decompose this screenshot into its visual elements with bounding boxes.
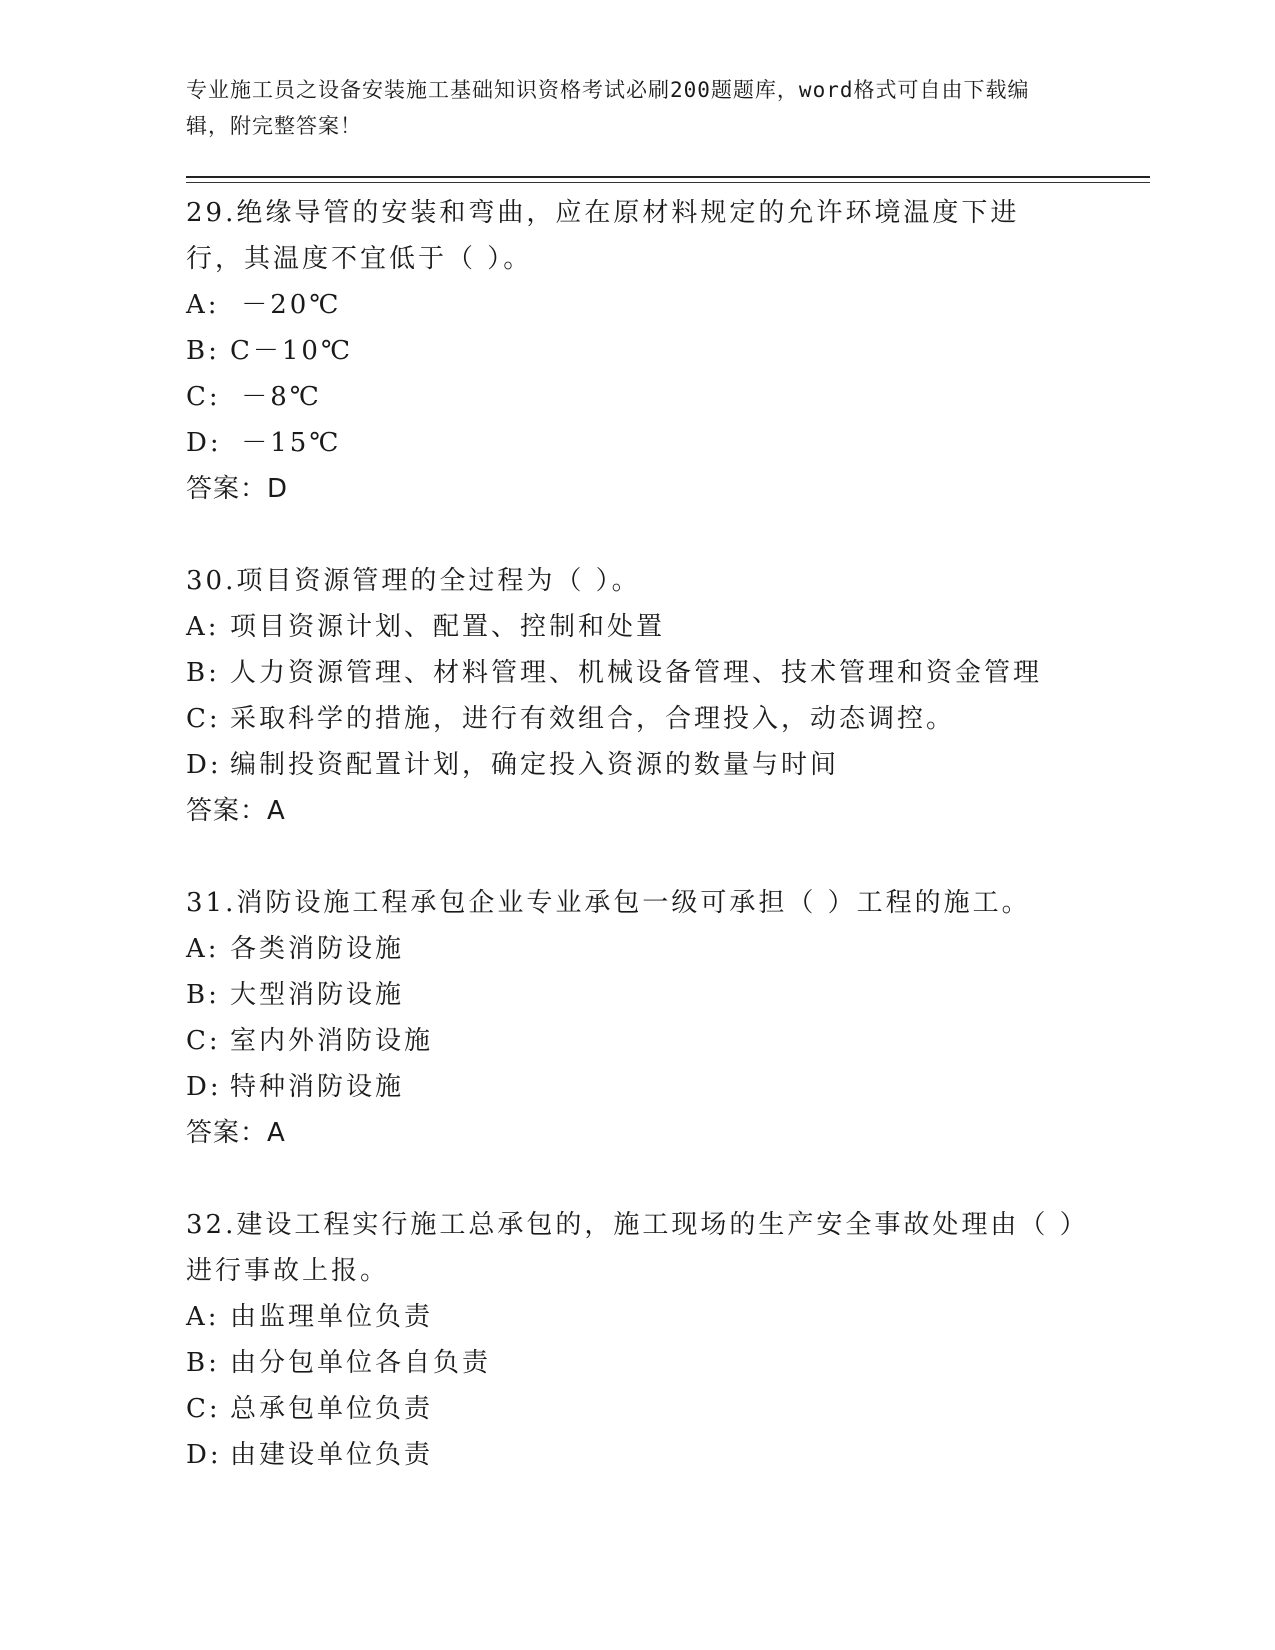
option-a [186,1294,1076,1340]
question-spacer [186,834,1076,880]
option-d [186,1432,1076,1478]
option-letter: A: [186,612,220,642]
option-d [186,420,1076,466]
question-spacer [186,1156,1076,1202]
question-spacer [186,512,1076,558]
option-letter: B: [186,336,220,366]
option-text: －15℃ [230,428,342,458]
answer-line: 答案：A [186,1118,286,1148]
option-letter: C: [186,704,221,734]
option-text: 由分包单位各自负责 [230,1348,492,1378]
option-letter: A: [186,290,220,320]
option-text: 各类消防设施 [230,934,405,964]
option-letter: D: [186,428,222,458]
option-text: －8℃ [230,382,322,412]
header-divider-thick [186,176,1150,178]
option-text: 大型消防设施 [230,980,405,1010]
option-a [186,604,1076,650]
option-text: 总承包单位负责 [230,1394,434,1424]
question-29 [186,190,1076,512]
option-letter: C: [186,382,221,412]
option-b [186,328,1076,374]
option-text: 特种消防设施 [230,1072,405,1102]
option-b [186,1340,1076,1386]
question-32 [186,1202,1076,1478]
option-b [186,650,1076,696]
question-31 [186,880,1076,1156]
question-title: 31.消防设施工程承包企业专业承包一级可承担（ ）工程的施工。 [186,888,1031,918]
option-d [186,1064,1076,1110]
option-a [186,926,1076,972]
option-letter: A: [186,934,220,964]
option-text: 人力资源管理、材料管理、机械设备管理、技术管理和资金管理 [230,658,1043,688]
option-c [186,696,1076,742]
option-text: C－10℃ [230,336,354,366]
option-c [186,1018,1076,1064]
option-text: 编制投资配置计划，确定投入资源的数量与时间 [230,750,840,780]
option-text: 由建设单位负责 [230,1440,434,1470]
option-letter: D: [186,1440,222,1470]
option-letter: B: [186,658,220,688]
option-d [186,742,1076,788]
option-letter: B: [186,1348,220,1378]
option-text: 项目资源计划、配置、控制和处置 [230,612,666,642]
option-c [186,1386,1076,1432]
option-letter: C: [186,1394,221,1424]
option-letter: B: [186,980,220,1010]
answer-line: 答案：A [186,796,286,826]
option-letter: A: [186,1302,220,1332]
option-a [186,282,1076,328]
question-title: 29.绝缘导管的安装和弯曲，应在原材料规定的允许环境温度下进行，其温度不宜低于（ ）。 [186,198,1020,274]
option-letter: D: [186,1072,222,1102]
question-30 [186,558,1076,834]
question-title: 32.建设工程实行施工总承包的，施工现场的生产安全事故处理由（ ）进行事故上报。 [186,1210,1076,1286]
answer-line: 答案：D [186,474,289,504]
header-divider-thin [186,182,1150,183]
option-b [186,972,1076,1018]
question-list [186,190,1076,1478]
option-c [186,374,1076,420]
option-text: －20℃ [230,290,342,320]
question-title: 30.项目资源管理的全过程为（ ）。 [186,566,641,596]
option-letter: D: [186,750,222,780]
option-text: 由监理单位负责 [230,1302,434,1332]
option-text: 采取科学的措施，进行有效组合，合理投入，动态调控。 [230,704,956,734]
option-letter: C: [186,1026,221,1056]
option-text: 室内外消防设施 [230,1026,434,1056]
document-header: 专业施工员之设备安装施工基础知识资格考试必刷200题题库，word格式可自由下载编辑，附完整答案！ [186,78,1030,138]
